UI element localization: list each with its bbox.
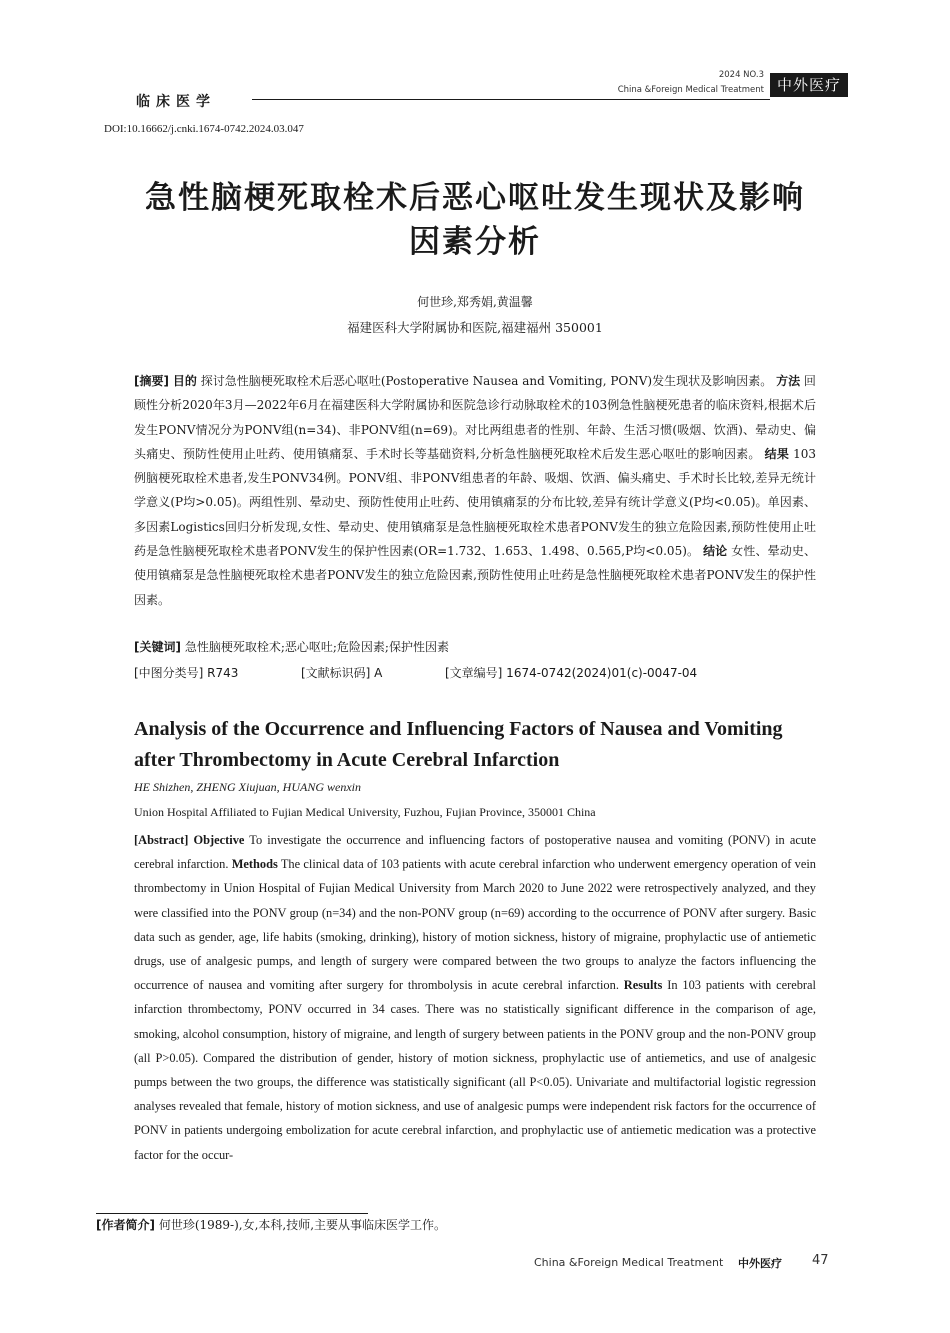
affiliation-cn: 福建医科大学附属协和医院,福建福州 350001 [347, 320, 603, 335]
footer-journal-en: China &Foreign Medical Treatment [534, 1256, 724, 1269]
methods-cn: 回顾性分析2020年3月—2022年6月在福建医科大学附属协和医院急诊行动脉取栓术的103例急性脑梗死患者的临床资料,根据术后发生PONV情况分为PONV组(n=34)、非PONV组(n=69)。对比两组患者的性别、年龄、生活习惯(吸烟、饮酒)、晕动史、偏头痛史、预防性使用止吐药、使用镇痛泵、手术时长等基础资料,分析急性脑梗死取栓术后发生恶心呕吐的影响因素。 [134, 374, 816, 461]
keywords-label: [关键词] [134, 640, 181, 654]
results-label-en: Results [623, 978, 663, 993]
affiliation-en: Union Hospital Affiliated to Fujian Medical University, Fuzhou, Fujian Province, 350001 China [134, 805, 596, 819]
objective-label-cn: 目的 [172, 374, 197, 388]
results-en: In 103 patients with cerebral infarction thrombectomy, PONV occurred in 34 cases. There was no statistically significant difference in the comparison of age, smoking, alcohol consumption, history of migraine, and length of surgery between patients in the PONV group and the non-PONV group (all P>0.05). Compared the distribution of gender, history of motion sickness, prophylactic use of antiemetics, and use of analgesic pumps between the two groups, the difference was statistically significant (all P<0.05). Univariate and multifactorial logistic regression analyses revealed that female, history of motion sickness, and use of analgesic pumps were independent risk factors for the occurrence of PONV in patients undergoing embolization for acute cerebral infarction, and prophylactic use of antiemetic medication was a protective factor for the occur- [134, 978, 816, 1162]
title-cn [90, 176, 860, 264]
abstract-cn-label: [摘要] [134, 374, 170, 388]
document-code: [文献标识码] A [301, 666, 383, 680]
footnote-rule [96, 1213, 368, 1214]
results-cn: 103例脑梗死取栓术患者,发生PONV34例。PONV组、非PONV组患者的年龄、吸烟、饮酒、偏头痛史、手术时长比较,差异无统计学意义(P均>0.05)。两组性别、晕动史、预防性使用止吐药、使用镇痛泵的分布比较,差异有统计学意义(P均<0.05)。单因素、多因素Logistics回归分析发现,女性、晕动史、使用镇痛泵是急性脑梗死取栓术患者PONV发生的独立危险因素,预防性使用止吐药是急性脑梗死取栓术患者PONV发生的保护性因素(OR=1.732、1.653、1.498、0.565,P均<0.05)。 [134, 446, 816, 559]
authors-en: HE Shizhen, ZHENG Xiujuan, HUANG wenxin [134, 780, 361, 794]
author-footnote [96, 1216, 446, 1233]
keywords-cn [134, 638, 816, 655]
objective-en: To investigate the occurrence and influencing factors of postoperative nausea and vomiting (PONV) in acute cerebral infarction. [134, 833, 816, 872]
title-cn-line1: 急性脑梗死取栓术后恶心呕吐发生现状及影响 [145, 180, 805, 216]
abstract-cn [134, 369, 816, 612]
footer-journal-cn: 中外医疗 [738, 1257, 782, 1270]
objective-label-en: Objective [193, 833, 245, 847]
abstract-en-label: [Abstract] [134, 833, 189, 847]
clc-number: [中图分类号] R743 [134, 666, 239, 680]
methods-label-en: Methods [231, 857, 278, 872]
conclusion-cn: 女性、晕动史、使用镇痛泵是急性脑梗死取栓术患者PONV发生的独立危险因素,预防性使用止吐药是急性脑梗死取栓术患者PONV发生的保护性因素。 [134, 544, 816, 607]
objective-cn: 探讨急性脑梗死取栓术后恶心呕吐(Postoperative Nausea and Vomiting, PONV)发生现状及影响因素。 [200, 374, 773, 388]
journal-name-en: China &Foreign Medical Treatment [617, 85, 764, 95]
doi[interactable]: DOI:10.16662/j.cnki.1674-0742.2024.03.047 [104, 123, 304, 135]
issue-number: 2024 NO.3 [718, 70, 764, 80]
journal-logo: 中外医疗 [770, 73, 848, 97]
methods-en: The clinical data of 103 patients with acute cerebral infarction who underwent emergency operation of vein thrombectomy in Union Hospital of Fujian Medical University from March 2020 to June 2022 were retrospectively analyzed, and they were classified into the PONV group (n=34) and the non-PONV group (n=69) according to the occurrence of PONV after surgery. Basic data such as gender, age, life habits (smoking, drinking), history of motion sickness, history of migraine, prophylactic use of antiemetic drugs, use of analgesic pumps, and length of surgery were compared between the two groups to analyze the factors influencing the occurrence of nausea and vomiting after surgery for thrombolysis in acute cerebral infarction. [134, 857, 817, 993]
title-cn-line2: 因素分析 [409, 224, 541, 260]
title-en: Analysis of the Occurrence and Influencing Factors of Nausea and Vomiting after Thrombectomy in Acute Cerebral Infarction [134, 718, 783, 771]
header-rule [252, 99, 770, 100]
methods-label-cn: 方法 [776, 374, 801, 388]
abstract-en [134, 828, 816, 1167]
conclusion-label-cn: 结论 [703, 544, 728, 559]
authors-cn: 何世珍,郑秀娟,黄温馨 [417, 295, 533, 309]
page-number: 47 [812, 1253, 829, 1268]
results-label-cn: 结果 [764, 446, 790, 461]
journal-section-label: 临床医学 [136, 94, 216, 110]
keywords-text: 急性脑梗死取栓术;恶心呕吐;危险因素;保护性因素 [184, 640, 449, 654]
footnote-label: [作者简介] [96, 1218, 155, 1232]
article-number: [文章编号] 1674-0742(2024)01(c)-0047-04 [445, 666, 698, 680]
footnote-text: 何世珍(1989-),女,本科,技师,主要从事临床医学工作。 [158, 1218, 447, 1232]
